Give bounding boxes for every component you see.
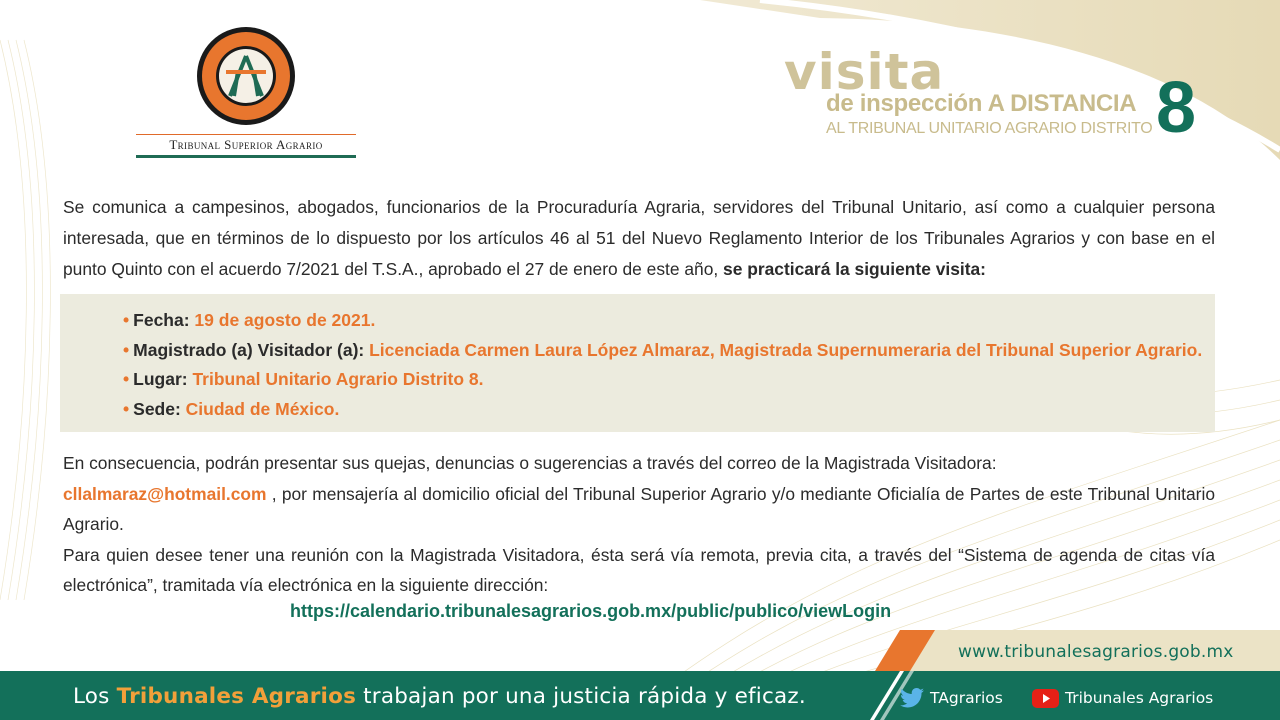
bullet-icon: • [123, 310, 130, 330]
tribunal-logo [136, 26, 356, 158]
title-subtitle-secondary: AL TRIBUNAL UNITARIO AGRARIO DISTRITO [826, 120, 1153, 137]
bullet-icon: • [123, 339, 130, 360]
logo-caption: Tribunal Superior Agrario [136, 134, 356, 158]
bullet-icon: • [123, 369, 130, 389]
footer-slogan [73, 682, 806, 712]
complaints-paragraph [63, 448, 1215, 601]
detail-label: Sede: [133, 398, 186, 419]
twitter-handle: TAgrarios [930, 689, 1003, 707]
magistrate-email-link[interactable]: cllalmaraz@hotmail.com [63, 483, 267, 504]
slogan-start: Los [73, 684, 117, 709]
bullet-icon: • [123, 398, 130, 419]
detail-value: Licenciada Carmen Laura López Almaraz, Magistrada Supernumeraria del Tribunal Superior Agrario. [369, 339, 1203, 360]
title-subtitle-main: de inspección A DISTANCIA [826, 90, 1137, 117]
website-link[interactable]: www.tribunalesagrarios.gob.mx [958, 642, 1234, 662]
detail-date [123, 306, 1202, 336]
tribunales-agrarios-seal-icon [196, 26, 296, 126]
youtube-link[interactable] [1032, 684, 1213, 712]
visit-title [784, 43, 1204, 150]
detail-place [123, 365, 1202, 395]
twitter-link[interactable] [900, 684, 1003, 712]
appointment-url-link[interactable]: https://calendario.tribunalesagrarios.gob.mx/public/publico/viewLogin [290, 601, 892, 621]
intro-text: Se comunica a campesinos, abogados, funcionarios de la Procuraduría Agraria, servidores del Tribunal Unitario, así como a cualquier persona interesada, que en términos de lo dispuesto por los artículos 46 al 51 del Nuevo Reglamento Interior de los Tribunales Agrarios y con base en el punto Quinto con el acuerdo 7/2021 del T.S.A., aprobado el 27 de enero de este año, [63, 197, 1215, 279]
twitter-icon [900, 688, 924, 708]
detail-label: Fecha: [133, 310, 195, 330]
complaints-line: En consecuencia, podrán presentar sus quejas, denuncias o sugerencias a través del correo de la Magistrada Visitadora: [63, 453, 997, 473]
detail-seat [123, 395, 1202, 425]
youtube-channel: Tribunales Agrarios [1065, 689, 1214, 707]
detail-value: Ciudad de México. [185, 398, 340, 419]
youtube-icon [1032, 689, 1059, 708]
title-word: visita [784, 43, 945, 101]
intro-emphasis: se practicará la siguiente visita: [723, 259, 986, 279]
detail-label: Lugar: [133, 369, 193, 389]
visit-details-list [123, 306, 1202, 424]
visit-details-box [60, 294, 1215, 432]
slogan-end: trabajan por una justicia rápida y eficaz. [356, 684, 806, 709]
email-line [63, 479, 1215, 540]
detail-value: 19 de agosto de 2021. [194, 310, 376, 330]
slogan-highlight: Tribunales Agrarios [116, 684, 357, 709]
intro-paragraph [63, 192, 1215, 285]
detail-label: Magistrado (a) Visitador (a): [133, 339, 370, 360]
district-number: 8 [1156, 68, 1197, 148]
detail-magistrate [123, 336, 1202, 366]
detail-value: Tribunal Unitario Agrario Distrito 8. [192, 369, 484, 389]
meeting-text: Para quien desee tener una reunión con la Magistrada Visitadora, ésta será vía remota, previa cita, a través del “Sistema de agenda de citas vía electrónica”, tramitada vía electrónica en la siguiente dirección: [63, 544, 1215, 595]
after-email-text: , por mensajería al domicilio oficial del Tribunal Superior Agrario y/o mediante Oficialía de Partes de este Tribunal Unitario Agrario. [63, 483, 1215, 534]
